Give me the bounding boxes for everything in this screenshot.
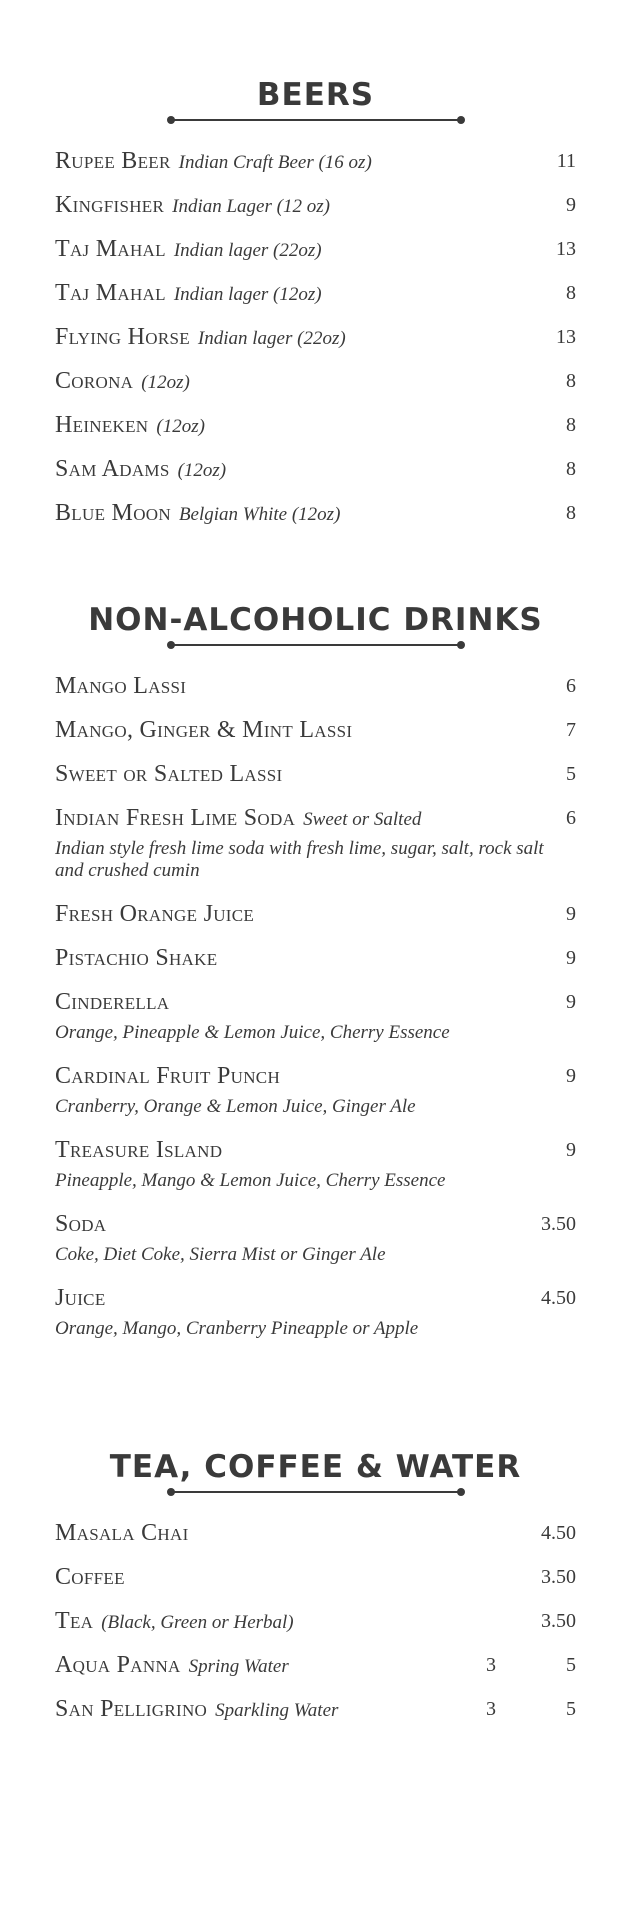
item-price: 3.50 [541,1610,576,1632]
item-description: Cranberry, Orange & Lemon Juice, Ginger Ale [55,1096,416,1117]
menu-item [55,752,576,796]
non-alcoholic-section [55,600,576,1350]
item-price-large: 5 [566,1698,576,1720]
menu-item [55,1643,576,1687]
item-name: Soda [55,1211,107,1237]
item-name: Rupee Beer [55,148,171,174]
item-price: 8 [566,458,576,480]
menu-item [55,796,576,882]
menu-item [55,315,576,359]
item-detail: Spring Water [188,1656,289,1677]
section-title: NON-ALCOHOLIC DRINKS [88,602,543,638]
item-name: Heineken [55,412,149,438]
menu-item [55,1276,576,1340]
menu-item [55,892,576,936]
menu-item [55,139,576,183]
item-name: Pistachio Shake [55,945,218,971]
item-name: Cardinal Fruit Punch [55,1063,281,1089]
item-price: 13 [556,238,576,260]
menu-item [55,1511,576,1555]
item-description: Coke, Diet Coke, Sierra Mist or Ginger Ale [55,1244,386,1265]
section-divider [170,644,462,646]
item-name: Treasure Island [55,1137,223,1163]
item-detail: Indian lager (22oz) [197,328,346,349]
menu-item [55,403,576,447]
section-title: BEERS [256,77,375,113]
item-detail: Sparkling Water [215,1700,339,1721]
item-price: 8 [566,414,576,436]
item-price-small: 3 [486,1654,496,1676]
menu-item [55,664,576,708]
item-description: Orange, Pineapple & Lemon Juice, Cherry Essence [55,1022,450,1043]
menu-item [55,1128,576,1192]
item-name: Tea [55,1608,94,1634]
item-name: Mango Lassi [55,673,187,699]
menu-item [55,1202,576,1266]
item-description: Pineapple, Mango & Lemon Juice, Cherry Essence [55,1170,446,1191]
menu-item [55,708,576,752]
menu-item [55,1687,576,1731]
menu-item [55,447,576,491]
item-name: Taj Mahal [55,280,166,306]
item-price: 5 [566,763,576,785]
item-price: 9 [566,903,576,925]
item-name: Blue Moon [55,500,171,526]
menu-item [55,271,576,315]
item-detail: Indian Craft Beer (16 oz) [178,152,372,173]
item-price: 4.50 [541,1522,576,1544]
item-price: 8 [566,370,576,392]
menu-item [55,1555,576,1599]
item-price: 9 [566,194,576,216]
item-price: 9 [566,947,576,969]
item-price: 9 [566,991,576,1013]
item-name: Sweet or Salted Lassi [55,761,283,787]
non-alcoholic-list [55,664,576,1340]
item-price: 8 [566,502,576,524]
item-name: Cinderella [55,989,170,1015]
item-price: 13 [556,326,576,348]
item-name: Indian Fresh Lime Soda [55,805,296,831]
item-name: Sam Adams [55,456,170,482]
item-description: Indian style fresh lime soda with fresh lime, sugar, salt, rock salt and crushed cumin [55,838,544,881]
item-name: Juice [55,1285,106,1311]
item-price: 6 [566,807,576,829]
menu-item [55,491,576,535]
menu-item [55,936,576,980]
item-price-large: 5 [566,1654,576,1676]
item-detail: Indian lager (12oz) [173,284,322,305]
menu-item [55,1599,576,1643]
item-detail: (12oz) [141,372,190,393]
item-detail: Indian lager (22oz) [173,240,322,261]
item-detail: (12oz) [177,460,227,481]
menu-item [55,980,576,1044]
menu-item [55,227,576,271]
section-divider [170,1491,462,1493]
item-price: 3.50 [541,1213,576,1235]
beers-list [55,139,576,535]
beers-section [55,75,576,535]
item-price: 3.50 [541,1566,576,1588]
item-name: Corona [55,368,134,394]
menu-item [55,183,576,227]
section-title: TEA, COFFEE & WATER [109,1449,522,1485]
tea-coffee-water-section [55,1447,576,1731]
menu-item [55,359,576,403]
menu-item [55,1054,576,1118]
item-price: 7 [566,719,576,741]
item-name: Coffee [55,1564,125,1590]
item-price: 8 [566,282,576,304]
item-name: Fresh Orange Juice [55,901,255,927]
section-divider [170,119,462,121]
item-price-small: 3 [486,1698,496,1720]
item-price: 11 [556,150,576,172]
item-detail: Indian Lager (12 oz) [172,196,330,217]
item-name: San Pelligrino [55,1696,208,1722]
item-detail: (Black, Green or Herbal) [101,1612,294,1633]
item-detail: Sweet or Salted [303,809,422,830]
tea-coffee-water-list [55,1511,576,1731]
item-price: 6 [566,675,576,697]
item-name: Taj Mahal [55,236,166,262]
item-price: 9 [566,1065,576,1087]
item-name: Kingfisher [55,192,165,218]
item-name: Masala Chai [55,1520,189,1546]
item-price: 4.50 [541,1287,576,1309]
item-description: Orange, Mango, Cranberry Pineapple or Apple [55,1318,419,1339]
item-name: Aqua Panna [55,1652,181,1678]
item-detail: (12oz) [156,416,205,437]
item-detail: Belgian White (12oz) [178,504,341,525]
item-name: Mango, Ginger & Mint Lassi [55,717,353,743]
item-price: 9 [566,1139,576,1161]
item-name: Flying Horse [55,324,190,350]
